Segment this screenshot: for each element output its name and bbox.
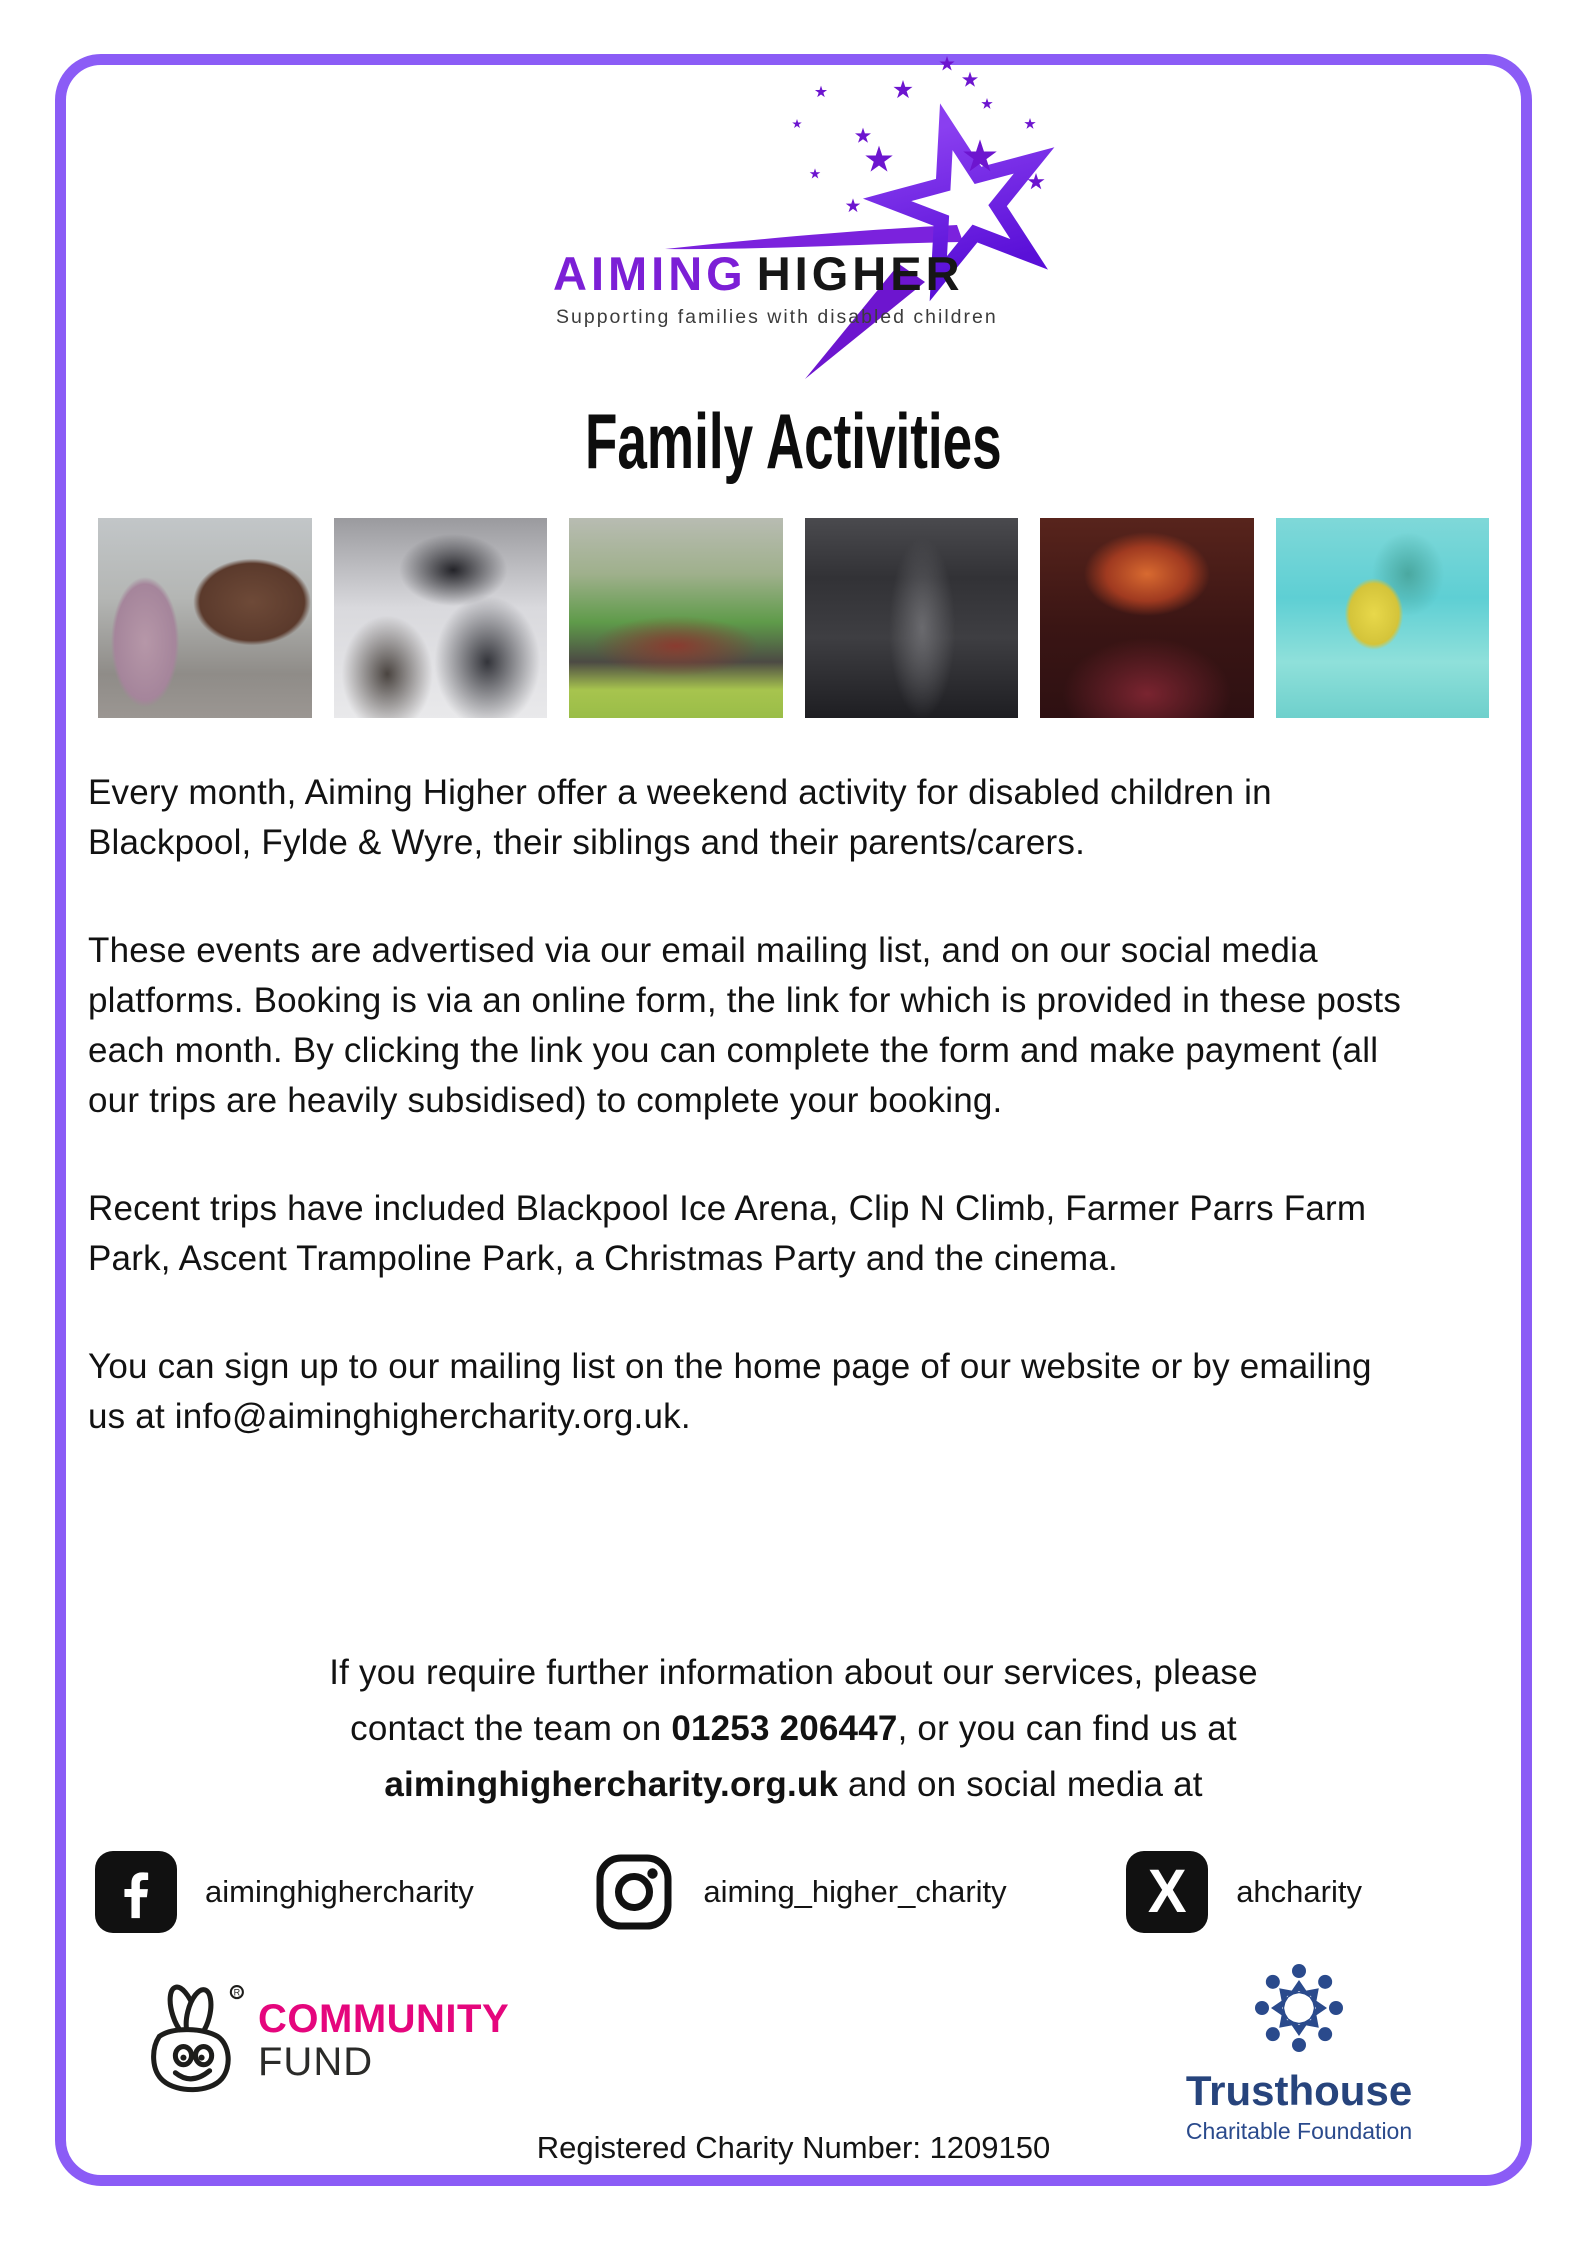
trusthouse-subtitle: Charitable Foundation bbox=[1185, 2118, 1413, 2144]
aiming-higher-logo bbox=[515, 52, 1081, 400]
x-handle: ahcharity bbox=[1236, 1874, 1362, 1909]
paragraph-mailing-list: You can sign up to our mailing list on the home page of our website or by emailing us at info@aiminghighercharity.org.uk. bbox=[88, 1347, 1372, 1436]
photo-strip bbox=[98, 518, 1489, 718]
brand-wordmark bbox=[553, 248, 964, 300]
activity-photo-ice-arena bbox=[334, 518, 548, 718]
lottery-crossed-fingers-icon bbox=[138, 1978, 246, 2104]
registered-charity-number: Registered Charity Number: 1209150 bbox=[536, 2130, 1051, 2165]
facebook-icon bbox=[95, 1851, 177, 1933]
community-fund-logo bbox=[138, 1978, 509, 2104]
activity-photo-trampoline-park bbox=[805, 518, 1019, 718]
shooting-star-graphic bbox=[515, 52, 1081, 400]
paragraph-booking: These events are advertised via our email mailing list, and on our social media platforms. Booking is via an online form, the link for which is provided in these posts each month. By clicking the link you can complete the form and make payment (all our trips are heavily subsidised) to complete your booking. bbox=[88, 931, 1402, 1120]
instagram-handle: aiming_higher_charity bbox=[703, 1874, 1007, 1909]
community-fund-line2: FUND bbox=[258, 2040, 374, 2084]
phone-number: 01253 206447 bbox=[671, 1709, 898, 1748]
brand-aiming: AIMING bbox=[553, 247, 747, 300]
community-fund-line1: COMMUNITY bbox=[258, 1997, 510, 2041]
svg-text:R: R bbox=[233, 1987, 241, 1998]
social-media-row bbox=[95, 1851, 1362, 1933]
activity-photo-farm-park bbox=[98, 518, 312, 718]
contact-block bbox=[0, 1645, 1587, 1813]
brand-higher: HIGHER bbox=[756, 247, 964, 300]
facebook-handle: aiminghighercharity bbox=[205, 1874, 474, 1909]
trusthouse-name: Trusthouse bbox=[1185, 2067, 1413, 2114]
instagram-item bbox=[593, 1851, 1006, 1933]
activity-photo-soft-play bbox=[569, 518, 783, 718]
community-fund-wordmark bbox=[258, 1997, 509, 2085]
contact-line-1: If you require further information about our services, please bbox=[329, 1653, 1258, 1692]
contact-line-2: contact the team on 01253 206447, or you can find us at bbox=[350, 1709, 1237, 1748]
x-icon: X bbox=[1126, 1851, 1208, 1933]
instagram-icon bbox=[593, 1851, 675, 1933]
contact-line-3: aiminghighercharity.org.uk and on social media at bbox=[384, 1765, 1203, 1804]
website-url: aiminghighercharity.org.uk bbox=[384, 1765, 839, 1804]
page-title: Family Activities bbox=[585, 397, 1002, 485]
body-text bbox=[88, 768, 1418, 1500]
funder-logos bbox=[0, 1958, 1587, 2158]
paragraph-recent-trips: Recent trips have included Blackpool Ice Arena, Clip N Climb, Farmer Parrs Farm Park, Ascent Trampoline Park, a Christmas Party and the cinema. bbox=[88, 1189, 1367, 1278]
trusthouse-logo bbox=[1159, 1958, 1439, 2145]
activity-photo-christmas-party bbox=[1040, 518, 1254, 718]
x-item bbox=[1126, 1851, 1362, 1933]
trusthouse-emblem-icon bbox=[1249, 1958, 1349, 2058]
facebook-item bbox=[95, 1851, 474, 1933]
activity-photo-swimming bbox=[1276, 518, 1490, 718]
paragraph-monthly-activity: Every month, Aiming Higher offer a weekend activity for disabled children in Blackpool, Fylde & Wyre, their siblings and their parents/carers. bbox=[88, 773, 1272, 862]
brand-tagline: Supporting families with disabled children bbox=[556, 306, 998, 328]
